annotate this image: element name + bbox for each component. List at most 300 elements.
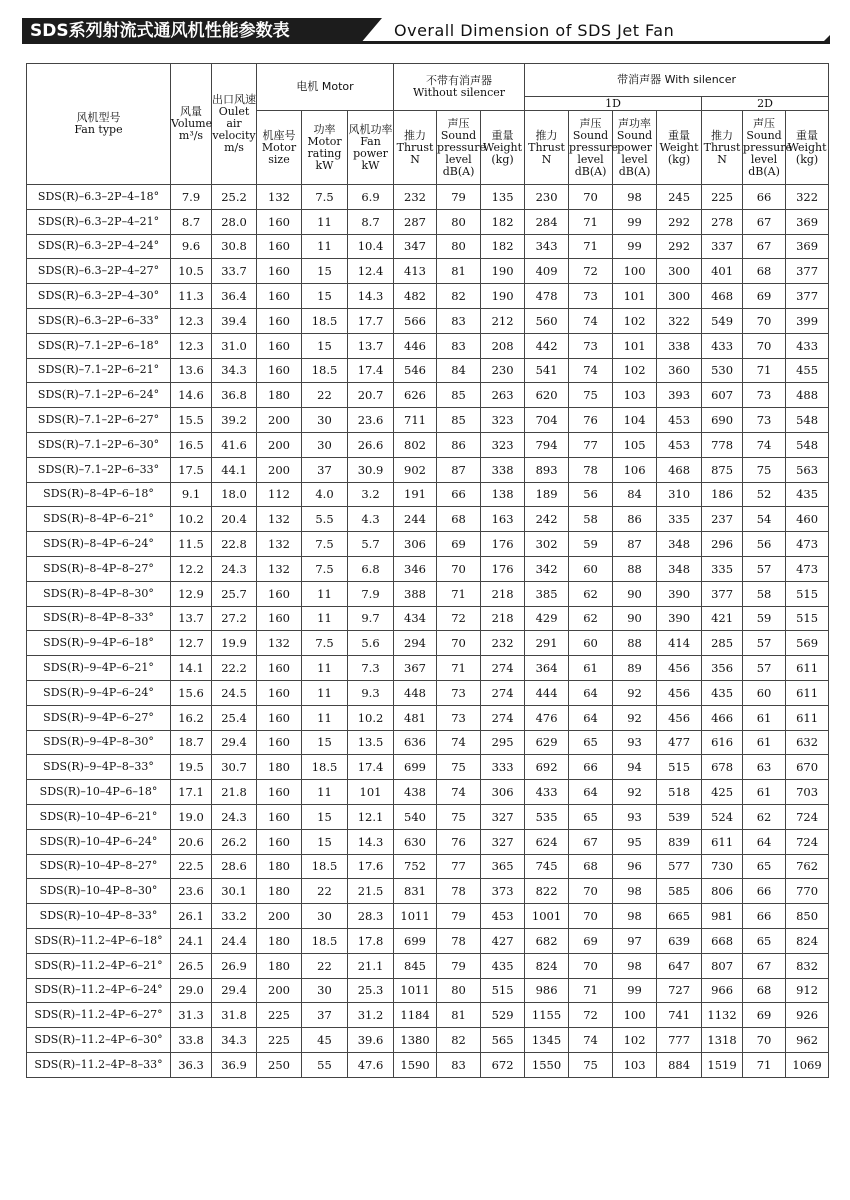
cell-motor-rating: 11 [302,656,348,681]
cell-thrust: 752 [394,854,437,879]
cell-sound-pressure: 80 [437,209,481,234]
cell-1d-weight: 639 [657,928,702,953]
cell-weight: 529 [481,1003,525,1028]
cell-motor-rating: 11 [302,209,348,234]
cell-1d-weight: 348 [657,556,702,581]
cell-weight: 565 [481,1028,525,1053]
cell-velocity: 28.0 [212,209,257,234]
cell-1d-sound-power: 88 [613,556,657,581]
cell-2d-thrust: 337 [702,234,743,259]
cell-2d-thrust: 549 [702,308,743,333]
cell-volume: 13.6 [171,358,212,383]
cell-1d-sound-pressure: 67 [569,829,613,854]
cell-weight: 274 [481,705,525,730]
cell-thrust: 636 [394,730,437,755]
cell-thrust: 1590 [394,1052,437,1077]
cell-fan-power: 5.7 [348,532,394,557]
cell-sound-pressure: 82 [437,284,481,309]
cell-2d-sound-pressure: 58 [743,581,786,606]
table-row [27,408,829,433]
cell-motor-rating: 7.5 [302,532,348,557]
cell-fan-type: SDS(R)–11.2–4P–6–30° [27,1028,171,1053]
cell-fan-type: SDS(R)–8–4P–6–21° [27,507,171,532]
cell-2d-weight: 473 [786,556,829,581]
header-volume: 风量 Volume m³/s [171,64,212,185]
cell-2d-thrust: 435 [702,680,743,705]
cell-motor-size: 160 [257,606,302,631]
cell-sound-pressure: 83 [437,333,481,358]
cell-sound-pressure: 85 [437,383,481,408]
cell-sound-pressure: 79 [437,953,481,978]
cell-2d-sound-pressure: 71 [743,358,786,383]
cell-2d-thrust: 690 [702,408,743,433]
cell-weight: 190 [481,259,525,284]
cell-sound-pressure: 74 [437,780,481,805]
cell-velocity: 28.6 [212,854,257,879]
cell-1d-weight: 456 [657,680,702,705]
table-row [27,780,829,805]
cell-motor-size: 180 [257,854,302,879]
cell-2d-thrust: 616 [702,730,743,755]
cell-velocity: 30.8 [212,234,257,259]
cell-motor-rating: 11 [302,606,348,631]
cell-2d-weight: 832 [786,953,829,978]
table-row [27,532,829,557]
banner-end-shape [821,35,830,44]
header-fan-type: 风机型号 Fan type [27,64,171,185]
cell-1d-thrust: 692 [525,755,569,780]
cell-1d-sound-pressure: 64 [569,780,613,805]
cell-2d-weight: 724 [786,829,829,854]
cell-2d-sound-pressure: 62 [743,804,786,829]
cell-2d-sound-pressure: 63 [743,755,786,780]
cell-fan-power: 10.4 [348,234,394,259]
cell-motor-rating: 15 [302,333,348,358]
cell-motor-size: 225 [257,1028,302,1053]
table-body [27,185,829,1078]
cell-volume: 22.5 [171,854,212,879]
cell-2d-weight: 322 [786,185,829,210]
cell-1d-sound-pressure: 77 [569,432,613,457]
cell-fan-type: SDS(R)–6.3–2P–6–33° [27,308,171,333]
cell-volume: 26.1 [171,904,212,929]
cell-velocity: 33.2 [212,904,257,929]
cell-motor-rating: 30 [302,408,348,433]
cell-2d-weight: 850 [786,904,829,929]
cell-1d-sound-power: 90 [613,606,657,631]
cell-1d-sound-pressure: 74 [569,1028,613,1053]
cell-2d-sound-pressure: 59 [743,606,786,631]
cell-thrust: 413 [394,259,437,284]
cell-1d-thrust: 1001 [525,904,569,929]
cell-weight: 327 [481,829,525,854]
cell-1d-weight: 335 [657,507,702,532]
table-row [27,730,829,755]
cell-weight: 208 [481,333,525,358]
table-row [27,1003,829,1028]
cell-thrust: 191 [394,482,437,507]
cell-volume: 33.8 [171,1028,212,1053]
cell-1d-sound-power: 84 [613,482,657,507]
cell-2d-weight: 473 [786,532,829,557]
cell-thrust: 482 [394,284,437,309]
cell-2d-weight: 770 [786,879,829,904]
cell-1d-weight: 456 [657,656,702,681]
cell-fan-power: 31.2 [348,1003,394,1028]
cell-volume: 18.7 [171,730,212,755]
cell-velocity: 25.2 [212,185,257,210]
cell-1d-thrust: 986 [525,978,569,1003]
cell-motor-rating: 18.5 [302,755,348,780]
cell-2d-thrust: 421 [702,606,743,631]
header-motor-rating: 功率 Motor rating kW [302,111,348,185]
cell-motor-rating: 18.5 [302,854,348,879]
performance-table [26,63,829,1078]
cell-fan-type: SDS(R)–7.1–2P–6–21° [27,358,171,383]
cell-2d-weight: 962 [786,1028,829,1053]
cell-1d-sound-pressure: 64 [569,705,613,730]
cell-1d-thrust: 629 [525,730,569,755]
cell-sound-pressure: 87 [437,457,481,482]
cell-fan-type: SDS(R)–6.3–2P–4–27° [27,259,171,284]
cell-2d-sound-pressure: 66 [743,904,786,929]
cell-1d-thrust: 442 [525,333,569,358]
cell-motor-rating: 7.5 [302,185,348,210]
header-motor-size: 机座号 Motor size [257,111,302,185]
cell-1d-sound-power: 103 [613,383,657,408]
table-row [27,631,829,656]
cell-velocity: 34.3 [212,358,257,383]
cell-1d-weight: 300 [657,259,702,284]
cell-volume: 17.1 [171,780,212,805]
cell-2d-sound-pressure: 74 [743,432,786,457]
cell-weight: 163 [481,507,525,532]
cell-2d-thrust: 278 [702,209,743,234]
cell-volume: 19.5 [171,755,212,780]
cell-thrust: 438 [394,780,437,805]
cell-sound-pressure: 79 [437,185,481,210]
cell-fan-power: 8.7 [348,209,394,234]
cell-sound-pressure: 77 [437,854,481,879]
cell-sound-pressure: 86 [437,432,481,457]
cell-volume: 17.5 [171,457,212,482]
cell-velocity: 18.0 [212,482,257,507]
cell-fan-type: SDS(R)–11.2–4P–6–21° [27,953,171,978]
cell-fan-type: SDS(R)–8–4P–8–33° [27,606,171,631]
cell-weight: 218 [481,581,525,606]
header-2d-weight: 重量 Weight (kg) [786,111,829,185]
cell-1d-thrust: 429 [525,606,569,631]
cell-motor-rating: 11 [302,234,348,259]
cell-2d-thrust: 966 [702,978,743,1003]
cell-1d-weight: 390 [657,581,702,606]
cell-fan-power: 12.1 [348,804,394,829]
cell-velocity: 36.4 [212,284,257,309]
table-row [27,829,829,854]
cell-motor-size: 225 [257,1003,302,1028]
cell-2d-thrust: 1318 [702,1028,743,1053]
cell-1d-weight: 577 [657,854,702,879]
cell-2d-weight: 455 [786,358,829,383]
cell-fan-power: 30.9 [348,457,394,482]
cell-velocity: 34.3 [212,1028,257,1053]
cell-sound-pressure: 71 [437,656,481,681]
cell-fan-power: 21.1 [348,953,394,978]
cell-motor-size: 160 [257,705,302,730]
cell-motor-rating: 11 [302,680,348,705]
cell-weight: 274 [481,680,525,705]
cell-1d-thrust: 1155 [525,1003,569,1028]
cell-fan-power: 13.5 [348,730,394,755]
cell-velocity: 26.2 [212,829,257,854]
cell-2d-thrust: 237 [702,507,743,532]
cell-weight: 176 [481,532,525,557]
cell-volume: 16.2 [171,705,212,730]
cell-fan-power: 7.9 [348,581,394,606]
cell-2d-sound-pressure: 61 [743,730,786,755]
cell-volume: 10.5 [171,259,212,284]
cell-weight: 190 [481,284,525,309]
cell-weight: 427 [481,928,525,953]
table-row [27,432,829,457]
cell-2d-weight: 563 [786,457,829,482]
header-velocity: 出口风速 Oulet air velocity m/s [212,64,257,185]
cell-sound-pressure: 80 [437,234,481,259]
cell-1d-weight: 741 [657,1003,702,1028]
cell-1d-sound-power: 94 [613,755,657,780]
cell-motor-size: 200 [257,432,302,457]
cell-2d-weight: 369 [786,234,829,259]
cell-fan-power: 17.8 [348,928,394,953]
table-row [27,1028,829,1053]
cell-1d-thrust: 1550 [525,1052,569,1077]
cell-weight: 672 [481,1052,525,1077]
cell-sound-pressure: 82 [437,1028,481,1053]
cell-2d-weight: 762 [786,854,829,879]
cell-2d-weight: 632 [786,730,829,755]
cell-thrust: 626 [394,383,437,408]
cell-1d-weight: 518 [657,780,702,805]
cell-1d-thrust: 620 [525,383,569,408]
cell-fan-power: 26.6 [348,432,394,457]
cell-sound-pressure: 75 [437,755,481,780]
banner-title-cn: SDS系列射流式通风机性能参数表 [22,18,360,44]
cell-fan-type: SDS(R)–8–4P–6–18° [27,482,171,507]
cell-1d-thrust: 385 [525,581,569,606]
cell-motor-size: 160 [257,730,302,755]
cell-velocity: 20.4 [212,507,257,532]
cell-motor-size: 160 [257,284,302,309]
cell-2d-sound-pressure: 65 [743,854,786,879]
cell-2d-weight: 670 [786,755,829,780]
cell-1d-thrust: 364 [525,656,569,681]
cell-fan-power: 7.3 [348,656,394,681]
cell-volume: 11.3 [171,284,212,309]
cell-velocity: 19.9 [212,631,257,656]
cell-motor-rating: 15 [302,804,348,829]
cell-volume: 31.3 [171,1003,212,1028]
cell-sound-pressure: 78 [437,928,481,953]
cell-1d-sound-pressure: 61 [569,656,613,681]
cell-motor-rating: 11 [302,705,348,730]
cell-2d-sound-pressure: 56 [743,532,786,557]
cell-volume: 11.5 [171,532,212,557]
cell-2d-weight: 515 [786,606,829,631]
cell-motor-rating: 15 [302,730,348,755]
cell-1d-sound-power: 100 [613,1003,657,1028]
cell-2d-sound-pressure: 73 [743,408,786,433]
cell-weight: 333 [481,755,525,780]
cell-motor-size: 112 [257,482,302,507]
cell-2d-sound-pressure: 71 [743,1052,786,1077]
cell-velocity: 24.3 [212,804,257,829]
header-weight: 重量 Weight (kg) [481,111,525,185]
cell-2d-thrust: 285 [702,631,743,656]
table-row [27,284,829,309]
table-row [27,1052,829,1077]
cell-thrust: 802 [394,432,437,457]
cell-sound-pressure: 83 [437,1052,481,1077]
cell-2d-weight: 460 [786,507,829,532]
cell-2d-thrust: 401 [702,259,743,284]
cell-weight: 338 [481,457,525,482]
cell-1d-thrust: 230 [525,185,569,210]
table-row [27,953,829,978]
cell-weight: 323 [481,408,525,433]
cell-volume: 13.7 [171,606,212,631]
cell-1d-sound-power: 99 [613,209,657,234]
cell-2d-weight: 569 [786,631,829,656]
table-row [27,185,829,210]
cell-motor-size: 160 [257,780,302,805]
cell-velocity: 22.8 [212,532,257,557]
cell-sound-pressure: 84 [437,358,481,383]
cell-2d-weight: 433 [786,333,829,358]
table-row [27,556,829,581]
cell-volume: 19.0 [171,804,212,829]
cell-2d-sound-pressure: 66 [743,185,786,210]
table-row [27,755,829,780]
cell-thrust: 831 [394,879,437,904]
cell-weight: 515 [481,978,525,1003]
cell-1d-sound-power: 90 [613,581,657,606]
cell-weight: 212 [481,308,525,333]
cell-velocity: 30.1 [212,879,257,904]
cell-motor-rating: 11 [302,581,348,606]
cell-sound-pressure: 75 [437,804,481,829]
cell-fan-power: 14.3 [348,829,394,854]
cell-2d-sound-pressure: 61 [743,780,786,805]
cell-2d-weight: 724 [786,804,829,829]
cell-volume: 23.6 [171,879,212,904]
cell-1d-weight: 310 [657,482,702,507]
cell-sound-pressure: 70 [437,556,481,581]
cell-1d-sound-power: 96 [613,854,657,879]
cell-1d-weight: 338 [657,333,702,358]
header-1d-weight: 重量 Weight (kg) [657,111,702,185]
cell-fan-type: SDS(R)–11.2–4P–6–18° [27,928,171,953]
cell-fan-type: SDS(R)–6.3–2P–4–18° [27,185,171,210]
cell-2d-thrust: 668 [702,928,743,953]
cell-thrust: 294 [394,631,437,656]
cell-velocity: 29.4 [212,730,257,755]
cell-2d-sound-pressure: 61 [743,705,786,730]
cell-1d-sound-power: 104 [613,408,657,433]
cell-2d-thrust: 807 [702,953,743,978]
cell-2d-sound-pressure: 68 [743,259,786,284]
cell-2d-weight: 369 [786,209,829,234]
cell-2d-weight: 548 [786,408,829,433]
cell-thrust: 845 [394,953,437,978]
cell-weight: 327 [481,804,525,829]
cell-2d-weight: 824 [786,928,829,953]
cell-motor-size: 160 [257,581,302,606]
cell-motor-size: 132 [257,507,302,532]
cell-velocity: 22.2 [212,656,257,681]
cell-1d-weight: 839 [657,829,702,854]
cell-1d-weight: 477 [657,730,702,755]
cell-1d-sound-power: 98 [613,185,657,210]
cell-motor-size: 160 [257,358,302,383]
cell-thrust: 902 [394,457,437,482]
cell-2d-thrust: 425 [702,780,743,805]
cell-motor-size: 160 [257,308,302,333]
cell-2d-weight: 548 [786,432,829,457]
cell-1d-sound-pressure: 75 [569,383,613,408]
header-1d-sound-power: 声功率 Sound power level dB(A) [613,111,657,185]
cell-1d-sound-power: 106 [613,457,657,482]
cell-velocity: 29.4 [212,978,257,1003]
cell-1d-sound-power: 103 [613,1052,657,1077]
cell-motor-size: 200 [257,408,302,433]
cell-thrust: 232 [394,185,437,210]
cell-1d-sound-power: 93 [613,804,657,829]
cell-sound-pressure: 81 [437,259,481,284]
cell-1d-weight: 665 [657,904,702,929]
cell-weight: 295 [481,730,525,755]
cell-motor-rating: 30 [302,978,348,1003]
cell-2d-thrust: 981 [702,904,743,929]
cell-1d-sound-pressure: 74 [569,308,613,333]
cell-2d-sound-pressure: 60 [743,680,786,705]
cell-2d-weight: 611 [786,705,829,730]
cell-weight: 176 [481,556,525,581]
cell-1d-thrust: 284 [525,209,569,234]
cell-motor-rating: 22 [302,879,348,904]
cell-fan-type: SDS(R)–9–4P–8–30° [27,730,171,755]
cell-1d-sound-power: 95 [613,829,657,854]
cell-1d-sound-pressure: 72 [569,259,613,284]
table-row [27,705,829,730]
cell-1d-sound-power: 88 [613,631,657,656]
cell-1d-sound-pressure: 71 [569,234,613,259]
cell-1d-thrust: 822 [525,879,569,904]
cell-motor-size: 160 [257,333,302,358]
cell-2d-weight: 377 [786,259,829,284]
cell-sound-pressure: 76 [437,829,481,854]
cell-fan-power: 10.2 [348,705,394,730]
cell-1d-weight: 393 [657,383,702,408]
cell-fan-power: 28.3 [348,904,394,929]
cell-1d-sound-pressure: 65 [569,730,613,755]
cell-volume: 14.1 [171,656,212,681]
cell-fan-type: SDS(R)–10–4P–6–21° [27,804,171,829]
cell-1d-weight: 390 [657,606,702,631]
cell-1d-thrust: 560 [525,308,569,333]
cell-fan-type: SDS(R)–11.2–4P–6–24° [27,978,171,1003]
cell-motor-size: 132 [257,532,302,557]
cell-fan-power: 14.3 [348,284,394,309]
